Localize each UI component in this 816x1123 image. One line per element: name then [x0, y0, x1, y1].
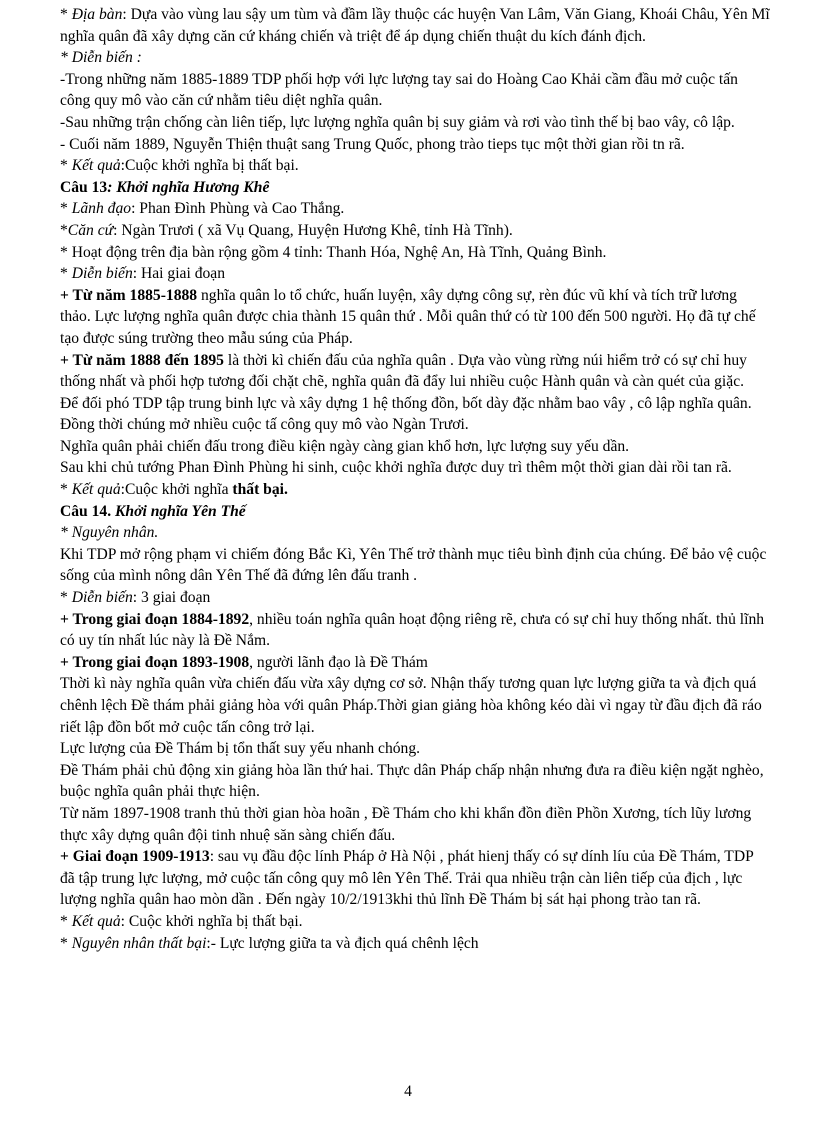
- paragraph-ton-that: Lực lượng của Đề Thám bị tổn thất suy yếu nhanh chóng.: [60, 740, 421, 758]
- paragraph-1909-1913: + Giai đoạn 1909-1913: sau vụ đầu độc lính Pháp ở Hà Nội , phát hienj thấy có sự dính líu của Đề Thám, TDP đã tập trung lực lượng, mở cuộc tấn công quy mô lên Yên Thế. Trải qua nhiều trận càn liên tiếp của địch , lực lượng nghĩa quân hao mòn dần . Đến ngày 10/2/1913khi thủ lĩnh Đề Thám bị sát hại phong trào tan rã.: [60, 848, 754, 909]
- heading-cau-13: Câu 13: Khởi nghĩa Hương Khê: [60, 178, 270, 196]
- paragraph-hoat-dong: * Hoạt động trên địa bàn rộng gồm 4 tỉnh: Thanh Hóa, Nghệ An, Hà Tĩnh, Quảng Bình.: [60, 243, 607, 261]
- label-dien-bien-1: * Diễn biến :: [60, 49, 142, 67]
- paragraph-giang-hoa: Thời kì này nghĩa quân vừa chiến đấu vừa xây dựng cơ sở. Nhận thấy tương quan lực lượng giữa ta và địch quá chênh lệch Đề thám phải giảng hòa với quân Pháp.Thời gian giảng hòa không kéo dài vì ngay từ đầu địch đã ráo riết lập đồn bốt mở cuộc tấn công trở lại.: [60, 675, 762, 736]
- label-dia-ban: Địa bàn: [71, 6, 123, 23]
- paragraph-hi-sinh: Sau khi chủ tướng Phan Đình Phùng hi sinh, cuộc khởi nghĩa được duy trì thêm một thời gian dài rồi tan rã.: [60, 459, 732, 477]
- paragraph-lanh-dao: * Lãnh đạo: Phan Đình Phùng và Cao Thắng.: [60, 200, 345, 218]
- paragraph-doi-pho: Để đối phó TDP tập trung binh lực và xây dựng 1 hệ thống đồn, bốt dày đặc nhằm bao vây , cô lập nghĩa quân. Đồng thời chúng mở nhiều cuộc tấ công quy mô vào Ngàn Trươi.: [60, 394, 752, 434]
- paragraph-giang-hoa-2: Đề Thám phải chủ động xin giảng hòa lần thứ hai. Thực dân Pháp chấp nhận nhưng đưa ra điều kiện ngặt nghèo, buộc nghĩa quân phải thực hiện.: [60, 761, 764, 801]
- paragraph-1897-1908: Từ năm 1897-1908 tranh thủ thời gian hòa hoãn , Đề Thám cho khi khẩn đồn điền Phồn Xương, tích lũy lương thực xây dựng quân đội tinh nhuệ săn sàng chiến đấu.: [60, 804, 752, 844]
- paragraph-1885-1889: -Trong những năm 1885-1889 TDP phối hợp với lực lượng tay sai do Hoàng Cao Khải cầm đầu mở cuộc tấn công quy mô vào căn cứ nhằm tiêu diệt nghĩa quân.: [60, 70, 738, 110]
- page-number: 4: [404, 1083, 412, 1100]
- heading-cau-14: Câu 14. Khởi nghĩa Yên Thế: [60, 502, 246, 520]
- paragraph-1893-1908: + Trong giai đoạn 1893-1908, người lãnh đạo là Đề Thám: [60, 653, 428, 671]
- document-page: [60, 4, 770, 954]
- paragraph-1884-1892: + Trong giai đoạn 1884-1892, nhiều toán nghĩa quân hoạt động riêng rẽ, chưa có sự chỉ huy thống nhất. thủ lĩnh có uy tín nhất lúc này là Đề Nắm.: [60, 610, 765, 650]
- paragraph-ket-qua-2: * Kết quả:Cuộc khởi nghĩa thất bại.: [60, 481, 288, 499]
- paragraph-1885-1888: + Từ năm 1885-1888 nghĩa quân lo tổ chức, huấn luyện, xây dựng công sự, rèn đúc vũ khí và tích trữ lương thảo. Lực lượng nghĩa quân được chia thành 15 quân thứ . Mỗi quân thứ có từ 100 đến 500 người. Họ đã tự chế tạo được súng trường theo mẫu súng của Pháp.: [60, 286, 756, 347]
- label-nguyen-nhan: * Nguyên nhân.: [60, 524, 159, 542]
- paragraph-ket-qua-1: * Kết quả:Cuộc khởi nghĩa bị thất bại.: [60, 157, 299, 175]
- paragraph-nguyen-nhan: Khi TDP mở rộng phạm vi chiếm đóng Bắc Kì, Yên Thế trở thành mục tiêu bình định của chúng. Để bảo vệ cuộc sống của mình nông dân Yên Thế đã đứng lên đấu tranh .: [60, 545, 767, 585]
- paragraph-chong-can: -Sau những trận chống càn liên tiếp, lực lượng nghĩa quân bị suy giảm và rơi vào tình thế bị bao vây, cô lập.: [60, 113, 735, 131]
- paragraph-gian-kho: Nghĩa quân phải chiến đấu trong điều kiện ngày càng gian khổ hơn, lực lượng suy yếu dần.: [60, 437, 630, 455]
- paragraph-nguyen-nhan-that-bai: * Nguyên nhân thất bại:- Lực lượng giữa ta và địch quá chênh lệch: [60, 934, 479, 952]
- paragraph-can-cu: *Căn cứ: Ngàn Trươi ( xã Vụ Quang, Huyện Hương Khê, tỉnh Hà Tĩnh).: [60, 221, 513, 239]
- paragraph-dien-bien-3: * Diễn biến: 3 giai đoạn: [60, 589, 211, 607]
- paragraph-cuoi-1889: - Cuối năm 1889, Nguyễn Thiện thuật sang Trung Quốc, phong trào tieps tục một thời gian rồi tn rã.: [60, 135, 685, 153]
- paragraph-dia-ban: * Địa bàn: Dựa vào vùng lau sậy um tùm và đầm lầy thuộc các huyện Van Lâm, Văn Giang, Khoái Châu, Yên Mĩ nghĩa quân đã xây dựng căn cứ kháng chiến và triệt để áp dụng chiến thuật du kích đánh địch.: [60, 6, 770, 45]
- paragraph-1888-1895: + Từ năm 1888 đến 1895 là thời kì chiến đấu của nghĩa quân . Dựa vào vùng rừng núi hiểm trở có sự chỉ huy thống nhất và phối hợp tương đối chặt chẽ, nghĩa quân đã đẩy lui nhiều cuộc Hành quân và càn quét của giặc.: [60, 351, 747, 391]
- paragraph-dien-bien-2: * Diễn biến: Hai giai đoạn: [60, 265, 226, 283]
- paragraph-ket-qua-3: * Kết quả: Cuộc khởi nghĩa bị thất bại.: [60, 912, 303, 930]
